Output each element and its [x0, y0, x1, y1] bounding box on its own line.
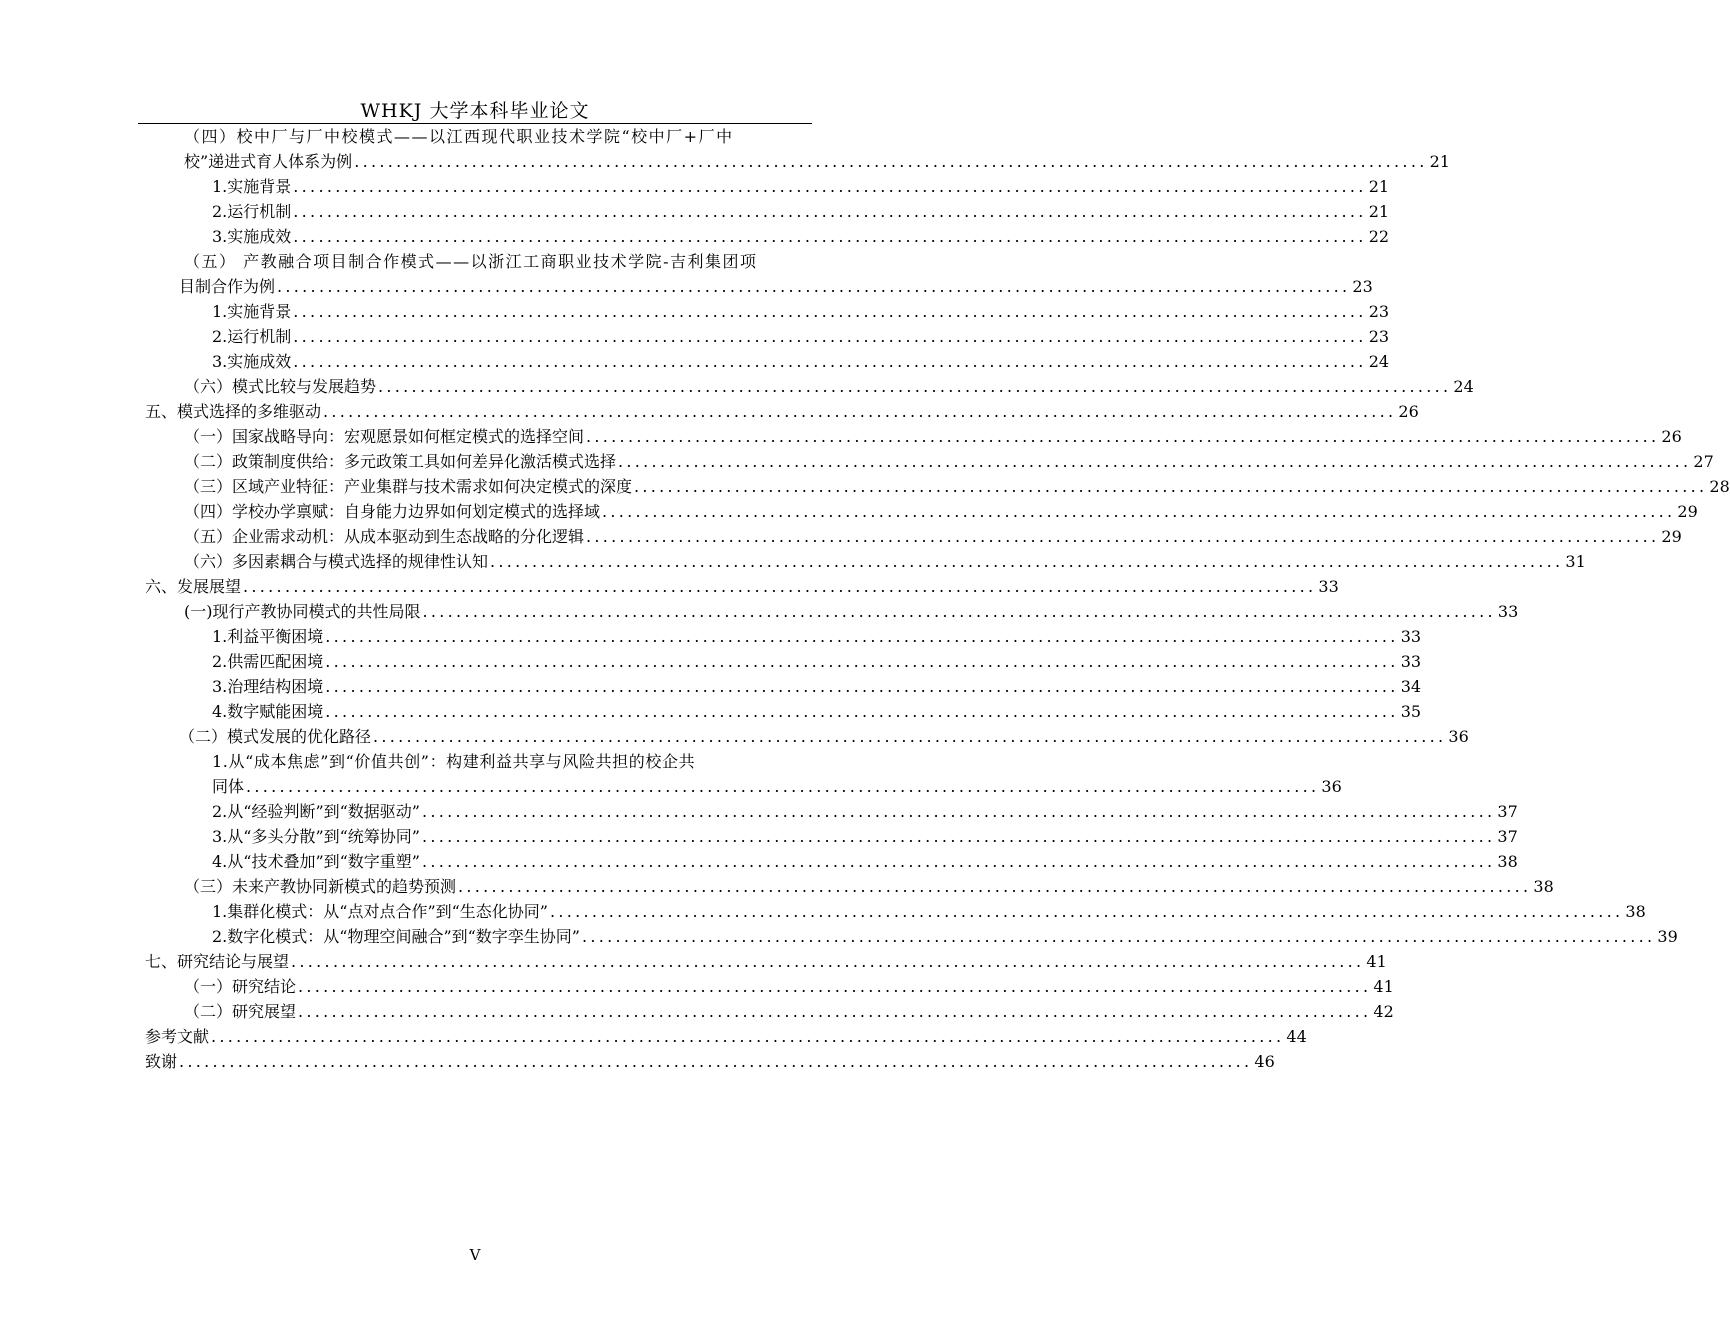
toc-entry-title: （一）研究结论	[184, 977, 297, 996]
toc-entry-title: （四）学校办学禀赋：自身能力边界如何划定模式的选择域	[184, 502, 601, 521]
toc-entry[interactable]	[145, 399, 1419, 424]
toc-entry-page: 41	[1373, 977, 1394, 996]
toc-entry[interactable]	[184, 549, 1586, 574]
toc-entry[interactable]	[212, 824, 1518, 849]
toc-leader-dots: ................................................................................................................................	[325, 627, 1399, 646]
toc-leader-dots: ................................................................................................................................	[602, 502, 1676, 521]
toc-entry-title: 1.集群化模式：从“点对点合作”到“生态化协同”	[212, 902, 548, 921]
toc-entry[interactable]	[212, 774, 1342, 799]
toc-entry-page: 26	[1661, 427, 1682, 446]
toc-entry-page: 21	[1429, 152, 1450, 171]
toc-entry[interactable]	[179, 724, 1469, 749]
toc-leader-dots: ................................................................................................................................	[293, 302, 1367, 321]
toc-entry[interactable]	[145, 1024, 1307, 1049]
toc-leader-dots: ................................................................................................................................	[325, 652, 1399, 671]
toc-entry[interactable]	[212, 324, 1390, 349]
toc-entry-page: 33	[1318, 577, 1339, 596]
toc-entry-page: 22	[1368, 227, 1390, 246]
toc-entry-page: 36	[1321, 777, 1342, 796]
toc-entry[interactable]	[184, 449, 1714, 474]
toc-leader-dots: ................................................................................................................................	[298, 1002, 1372, 1021]
toc-entry-title: 2.运行机制	[212, 327, 292, 346]
toc-entry[interactable]	[145, 949, 1387, 974]
toc-entry-page: 44	[1286, 1027, 1307, 1046]
toc-entry[interactable]	[212, 849, 1518, 874]
toc-leader-dots: ................................................................................................................................	[550, 902, 1624, 921]
toc-entry[interactable]	[212, 649, 1422, 674]
toc-leader-dots: ................................................................................................................................	[243, 577, 1317, 596]
toc-entry-title: 1.实施背景	[212, 302, 292, 321]
toc-entry-page: 38	[1625, 902, 1646, 921]
toc-entry-page: 37	[1497, 827, 1518, 846]
toc-entry-page: 34	[1400, 677, 1422, 696]
toc-entry-page: 33	[1400, 652, 1422, 671]
toc-leader-dots: ................................................................................................................................	[458, 877, 1532, 896]
toc-entry-page: 23	[1368, 327, 1390, 346]
toc-entry-title: (一)现行产教协同模式的共性局限	[184, 602, 421, 621]
toc-entry[interactable]	[184, 424, 1682, 449]
toc-entry-title: 致谢	[145, 1052, 178, 1071]
toc-entry-page: 23	[1352, 277, 1373, 296]
toc-entry[interactable]	[184, 499, 1698, 524]
toc-leader-dots: ................................................................................................................................	[325, 702, 1399, 721]
toc-entry-title: 4.从“技术叠加”到“数字重塑”	[212, 852, 420, 871]
toc-entry-title: 4.数字赋能困境	[212, 702, 324, 721]
toc-entry[interactable]	[212, 199, 1390, 224]
toc-entry[interactable]	[145, 1049, 1275, 1074]
toc-leader-dots: ................................................................................................................................	[586, 527, 1660, 546]
toc-entry-page: 29	[1677, 502, 1698, 521]
toc-entry-title: 1.利益平衡困境	[212, 627, 324, 646]
toc-entry-title: 五、模式选择的多维驱动	[145, 402, 322, 421]
toc-leader-dots: ................................................................................................................................	[293, 177, 1367, 196]
toc-entry[interactable]	[212, 799, 1518, 824]
toc-entry-page: 28	[1709, 477, 1730, 496]
toc-entry-page: 33	[1497, 602, 1519, 621]
toc-entry[interactable]	[212, 624, 1422, 649]
toc-leader-dots: ................................................................................................................................	[378, 377, 1452, 396]
toc-entry-title: 3.治理结构困境	[212, 677, 324, 696]
toc-leader-dots: ................................................................................................................................	[354, 152, 1428, 171]
toc-entry-page: 38	[1497, 852, 1518, 871]
toc-entry-title: 3.实施成效	[212, 352, 292, 371]
toc-entry-page: 21	[1368, 202, 1390, 221]
toc-entry-page: 31	[1565, 552, 1586, 571]
toc-entry-page: 42	[1373, 1002, 1394, 1021]
toc-entry-page: 33	[1400, 627, 1422, 646]
toc-entry-page: 29	[1661, 527, 1682, 546]
toc-entry[interactable]	[184, 474, 1730, 499]
toc-entry[interactable]	[212, 899, 1646, 924]
toc-entry-title: （三）区域产业特征：产业集群与技术需求如何决定模式的深度	[184, 477, 633, 496]
toc-leader-dots: ................................................................................................................................	[293, 352, 1367, 371]
toc-entry-page: 36	[1448, 727, 1469, 746]
toc-entry-page: 46	[1254, 1052, 1275, 1071]
toc-entry[interactable]	[184, 874, 1554, 899]
toc-leader-dots: ................................................................................................................................	[618, 452, 1692, 471]
toc-leader-dots: ................................................................................................................................	[293, 227, 1367, 246]
toc-entry-title: 七、研究结论与展望	[145, 952, 290, 971]
toc-leader-dots: ................................................................................................................................	[323, 402, 1397, 421]
toc-entry-title: 2.运行机制	[212, 202, 292, 221]
toc-leader-dots: ................................................................................................................................	[325, 677, 1399, 696]
toc-entry-continued-line[interactable]: 1.从“成本焦虑”到“价值共创”：构建利益共享与风险共担的校企共	[212, 752, 696, 771]
toc-leader-dots: ................................................................................................................................	[586, 427, 1660, 446]
toc-entry-title: 同体	[212, 777, 245, 796]
toc-entry-title: （一）国家战略导向：宏观愿景如何框定模式的选择空间	[184, 427, 585, 446]
toc-entry-page: 23	[1368, 302, 1390, 321]
toc-leader-dots: ................................................................................................................................	[422, 602, 1496, 621]
toc-entry-page: 35	[1400, 702, 1422, 721]
toc-entry-page: 24	[1453, 377, 1474, 396]
toc-entry-title: 2.供需匹配困境	[212, 652, 324, 671]
toc-entry-page: 39	[1657, 927, 1678, 946]
toc-entry[interactable]	[184, 374, 1474, 399]
toc-entry-title: （五）企业需求动机：从成本驱动到生态战略的分化逻辑	[184, 527, 585, 546]
toc-leader-dots: ................................................................................................................................	[490, 552, 1564, 571]
toc-entry-page: 38	[1533, 877, 1554, 896]
toc-entry[interactable]	[184, 599, 1519, 624]
toc-entry-title: （二）研究展望	[184, 1002, 297, 1021]
toc-entry-title: 参考文献	[145, 1027, 210, 1046]
toc-entry-page: 21	[1368, 177, 1390, 196]
toc-leader-dots: ................................................................................................................................	[422, 802, 1496, 821]
toc-entry-title: 六、发展展望	[145, 577, 242, 596]
toc-entry-title: 校”递进式育人体系为例	[184, 152, 353, 171]
toc-entry-continued-line[interactable]: （四）校中厂与厂中校模式——以江西现代职业技术学院“校中厂+厂中	[184, 127, 734, 146]
toc-leader-dots: ................................................................................................................................	[422, 827, 1496, 846]
toc-entry[interactable]	[184, 974, 1394, 999]
toc-leader-dots: ................................................................................................................................	[277, 277, 1351, 296]
page-header-title: WHKJ 大学本科毕业论文	[360, 100, 590, 122]
toc-entry[interactable]	[184, 999, 1394, 1024]
toc-leader-dots: ................................................................................................................................	[293, 202, 1367, 221]
toc-entry-title: 3.从“多头分散”到“统筹协同”	[212, 827, 420, 846]
toc-leader-dots: ................................................................................................................................	[246, 777, 1320, 796]
toc-entry[interactable]	[212, 674, 1422, 699]
toc-entry-page: 27	[1693, 452, 1714, 471]
toc-entry[interactable]	[212, 174, 1390, 199]
toc-entry-title: 1.实施背景	[212, 177, 292, 196]
toc-leader-dots: ................................................................................................................................	[291, 952, 1365, 971]
toc-entry-title: （二）政策制度供给：多元政策工具如何差异化激活模式选择	[184, 452, 617, 471]
toc-entry-title: 2.从“经验判断”到“数据驱动”	[212, 802, 420, 821]
toc-entry-page: 41	[1366, 952, 1387, 971]
toc-entry[interactable]	[145, 574, 1339, 599]
toc-entry-continued-line[interactable]: （五） 产教融合项目制合作模式——以浙江工商职业技术学院-吉利集团项	[184, 252, 758, 271]
toc-entry-title: 目制合作为例	[179, 277, 276, 296]
toc-entry-title: 2.数字化模式：从“物理空间融合”到“数字孪生协同”	[212, 927, 580, 946]
toc-entry-title: （六）多因素耦合与模式选择的规律性认知	[184, 552, 489, 571]
page-number: V	[469, 1246, 481, 1264]
toc-entry-title: （二）模式发展的优化路径	[179, 727, 372, 746]
toc-entry[interactable]	[184, 524, 1682, 549]
toc-leader-dots: ................................................................................................................................	[634, 477, 1708, 496]
toc-entry-page: 26	[1398, 402, 1419, 421]
toc-entry[interactable]	[184, 149, 1450, 174]
toc-entry-title: 3.实施成效	[212, 227, 292, 246]
toc-entry[interactable]	[179, 274, 1373, 299]
toc-entry-page: 24	[1368, 352, 1390, 371]
toc-entry-page: 37	[1497, 802, 1518, 821]
toc-entry-title: （六）模式比较与发展趋势	[184, 377, 377, 396]
toc-leader-dots: ................................................................................................................................	[373, 727, 1447, 746]
toc-entry[interactable]	[212, 924, 1678, 949]
toc-leader-dots: ................................................................................................................................	[211, 1027, 1285, 1046]
toc-leader-dots: ................................................................................................................................	[179, 1052, 1253, 1071]
toc-leader-dots: ................................................................................................................................	[298, 977, 1372, 996]
toc-leader-dots: ................................................................................................................................	[582, 927, 1656, 946]
toc-entry-title: （三）未来产教协同新模式的趋势预测	[184, 877, 457, 896]
toc-leader-dots: ................................................................................................................................	[422, 852, 1496, 871]
toc-entry[interactable]	[212, 349, 1390, 374]
toc-entry[interactable]	[212, 699, 1422, 724]
toc-entry[interactable]	[212, 299, 1390, 324]
toc-leader-dots: ................................................................................................................................	[293, 327, 1367, 346]
toc-entry[interactable]	[212, 224, 1390, 249]
